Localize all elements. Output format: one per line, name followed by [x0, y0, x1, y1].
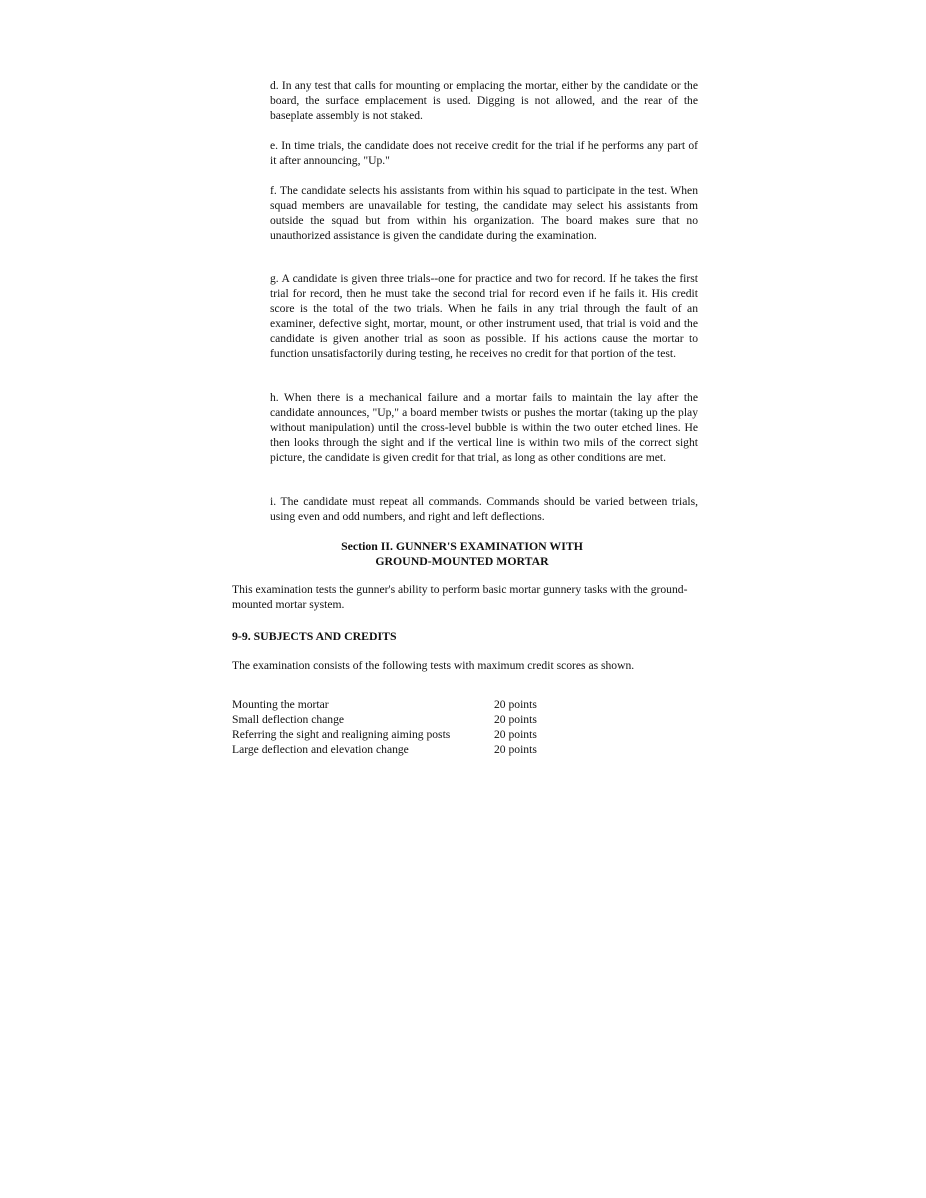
credit-points: 20 points — [494, 698, 537, 711]
credit-name: Referring the sight and realigning aiming posts — [232, 728, 451, 741]
subjects-intro: The examination consists of the following tests with maximum credit scores as shown. — [232, 659, 635, 672]
table-row — [232, 712, 562, 727]
credit-points: 20 points — [494, 743, 537, 756]
paragraph-f: f. The candidate selects his assistants from within his squad to participate in the test. When squad members are unavailable for testing, the candidate may select his assistants from outside the squad but from within his organization. The board makes sure that no unauthorized assistance is given the candidate during the examination. — [270, 184, 698, 242]
credit-name: Mounting the mortar — [232, 698, 329, 711]
credit-name: Small deflection change — [232, 713, 345, 726]
credit-points: 20 points — [494, 728, 537, 741]
paragraph-g: g. A candidate is given three trials--one for practice and two for record. If he takes the first trial for record, then he must take the second trial for record even if he fails it. His credit score is the total of the two trials. When he fails in any trial through the fault of an examiner, defective sight, mortar, mount, or other instrument used, that trial is void and the candidate is given another trial as soon as possible. If his actions cause the mortar to function unsatisfactorily during testing, he receives no credit for that portion of the test. — [270, 272, 698, 360]
credit-name: Large deflection and elevation change — [232, 743, 409, 756]
section-intro: This examination tests the gunner's ability to perform basic mortar gunnery tasks with the ground-mounted mortar system. — [232, 583, 688, 611]
section-heading — [270, 539, 654, 569]
table-row — [232, 742, 562, 757]
section-heading-line-2: GROUND-MOUNTED MORTAR — [375, 554, 549, 568]
credit-points: 20 points — [494, 713, 537, 726]
table-row — [232, 697, 562, 712]
subjects-heading: 9-9. SUBJECTS AND CREDITS — [232, 629, 397, 643]
paragraph-d: d. In any test that calls for mounting or emplacing the mortar, either by the candidate or the board, the surface emplacement is used. Digging is not allowed, and the rear of the baseplate assembly is not staked. — [270, 79, 698, 122]
section-heading-line-1: Section II. GUNNER'S EXAMINATION WITH — [341, 539, 583, 553]
paragraph-i: i. The candidate must repeat all commands. Commands should be varied between trials, using even and odd numbers, and right and left deflections. — [270, 495, 698, 523]
paragraph-e: e. In time trials, the candidate does not receive credit for the trial if he performs any part of it after announcing, "Up." — [270, 139, 698, 167]
paragraph-h: h. When there is a mechanical failure and a mortar fails to maintain the lay after the candidate announces, "Up," a board member twists or pushes the mortar (taking up the play without manipulation) until the cross-level bubble is within the two outer etched lines. He then looks through the sight and if the vertical line is within two mils of the correct sight picture, the candidate is given credit for that trial, as long as other conditions are met. — [270, 391, 698, 464]
table-row — [232, 727, 562, 742]
credits-table — [232, 697, 562, 756]
